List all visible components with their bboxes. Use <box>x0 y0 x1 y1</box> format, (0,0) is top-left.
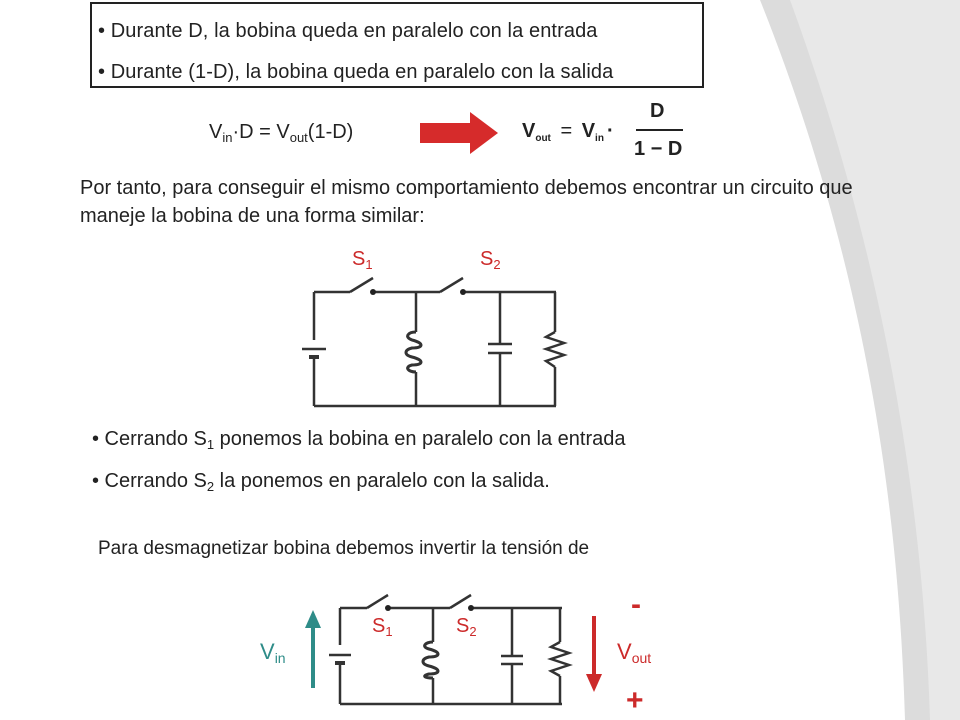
formula-numerator: D <box>650 100 665 122</box>
bullet-top-1: • Durante D, la bobina queda en paralelo con la entrada <box>98 20 598 42</box>
bullet-top-2: • Durante (1-D), la bobina queda en paralelo con la salida <box>98 61 614 83</box>
implies-arrow-icon <box>418 110 500 156</box>
minus-sign: - <box>631 588 641 621</box>
switch-s1-label-2: $S_1$ <box>372 615 393 639</box>
equation-vin-d: $V_{in}\cdot D = V_{out}(1-D)$ <box>209 121 354 145</box>
switch-s2-label-2: $S_2$ <box>456 615 477 639</box>
fraction-bar <box>636 129 683 131</box>
explanation-paragraph: Por tanto, para conseguir el mismo comportamiento debemos encontrar un circuito que maneje la bobina de una forma similar: <box>80 177 853 227</box>
switch-s1-label: $S_1$ <box>352 248 373 272</box>
demagnetize-text: Para desmagnetizar bobina debemos invertir la tensión de <box>98 538 590 559</box>
plus-sign: + <box>626 684 644 717</box>
vout-label: Vout <box>617 639 652 666</box>
circuit-diagram-2 <box>250 580 670 720</box>
formula-vout: $V_{out} = V_{in}$ · <box>522 120 614 144</box>
formula-denominator: 1 − D <box>634 138 683 160</box>
bullet-box <box>90 2 704 88</box>
switch-s2-label: $S_2$ <box>480 248 501 272</box>
circuit-diagram-1 <box>280 240 580 415</box>
bullet-mid-1: • Cerrando $S_1$ ponemos la bobina en paralelo con la entrada <box>92 428 626 452</box>
bullet-mid-2: • Cerrando $S_2$ la ponemos en paralelo con la salida. <box>92 470 550 494</box>
vin-label: Vin <box>260 639 286 666</box>
